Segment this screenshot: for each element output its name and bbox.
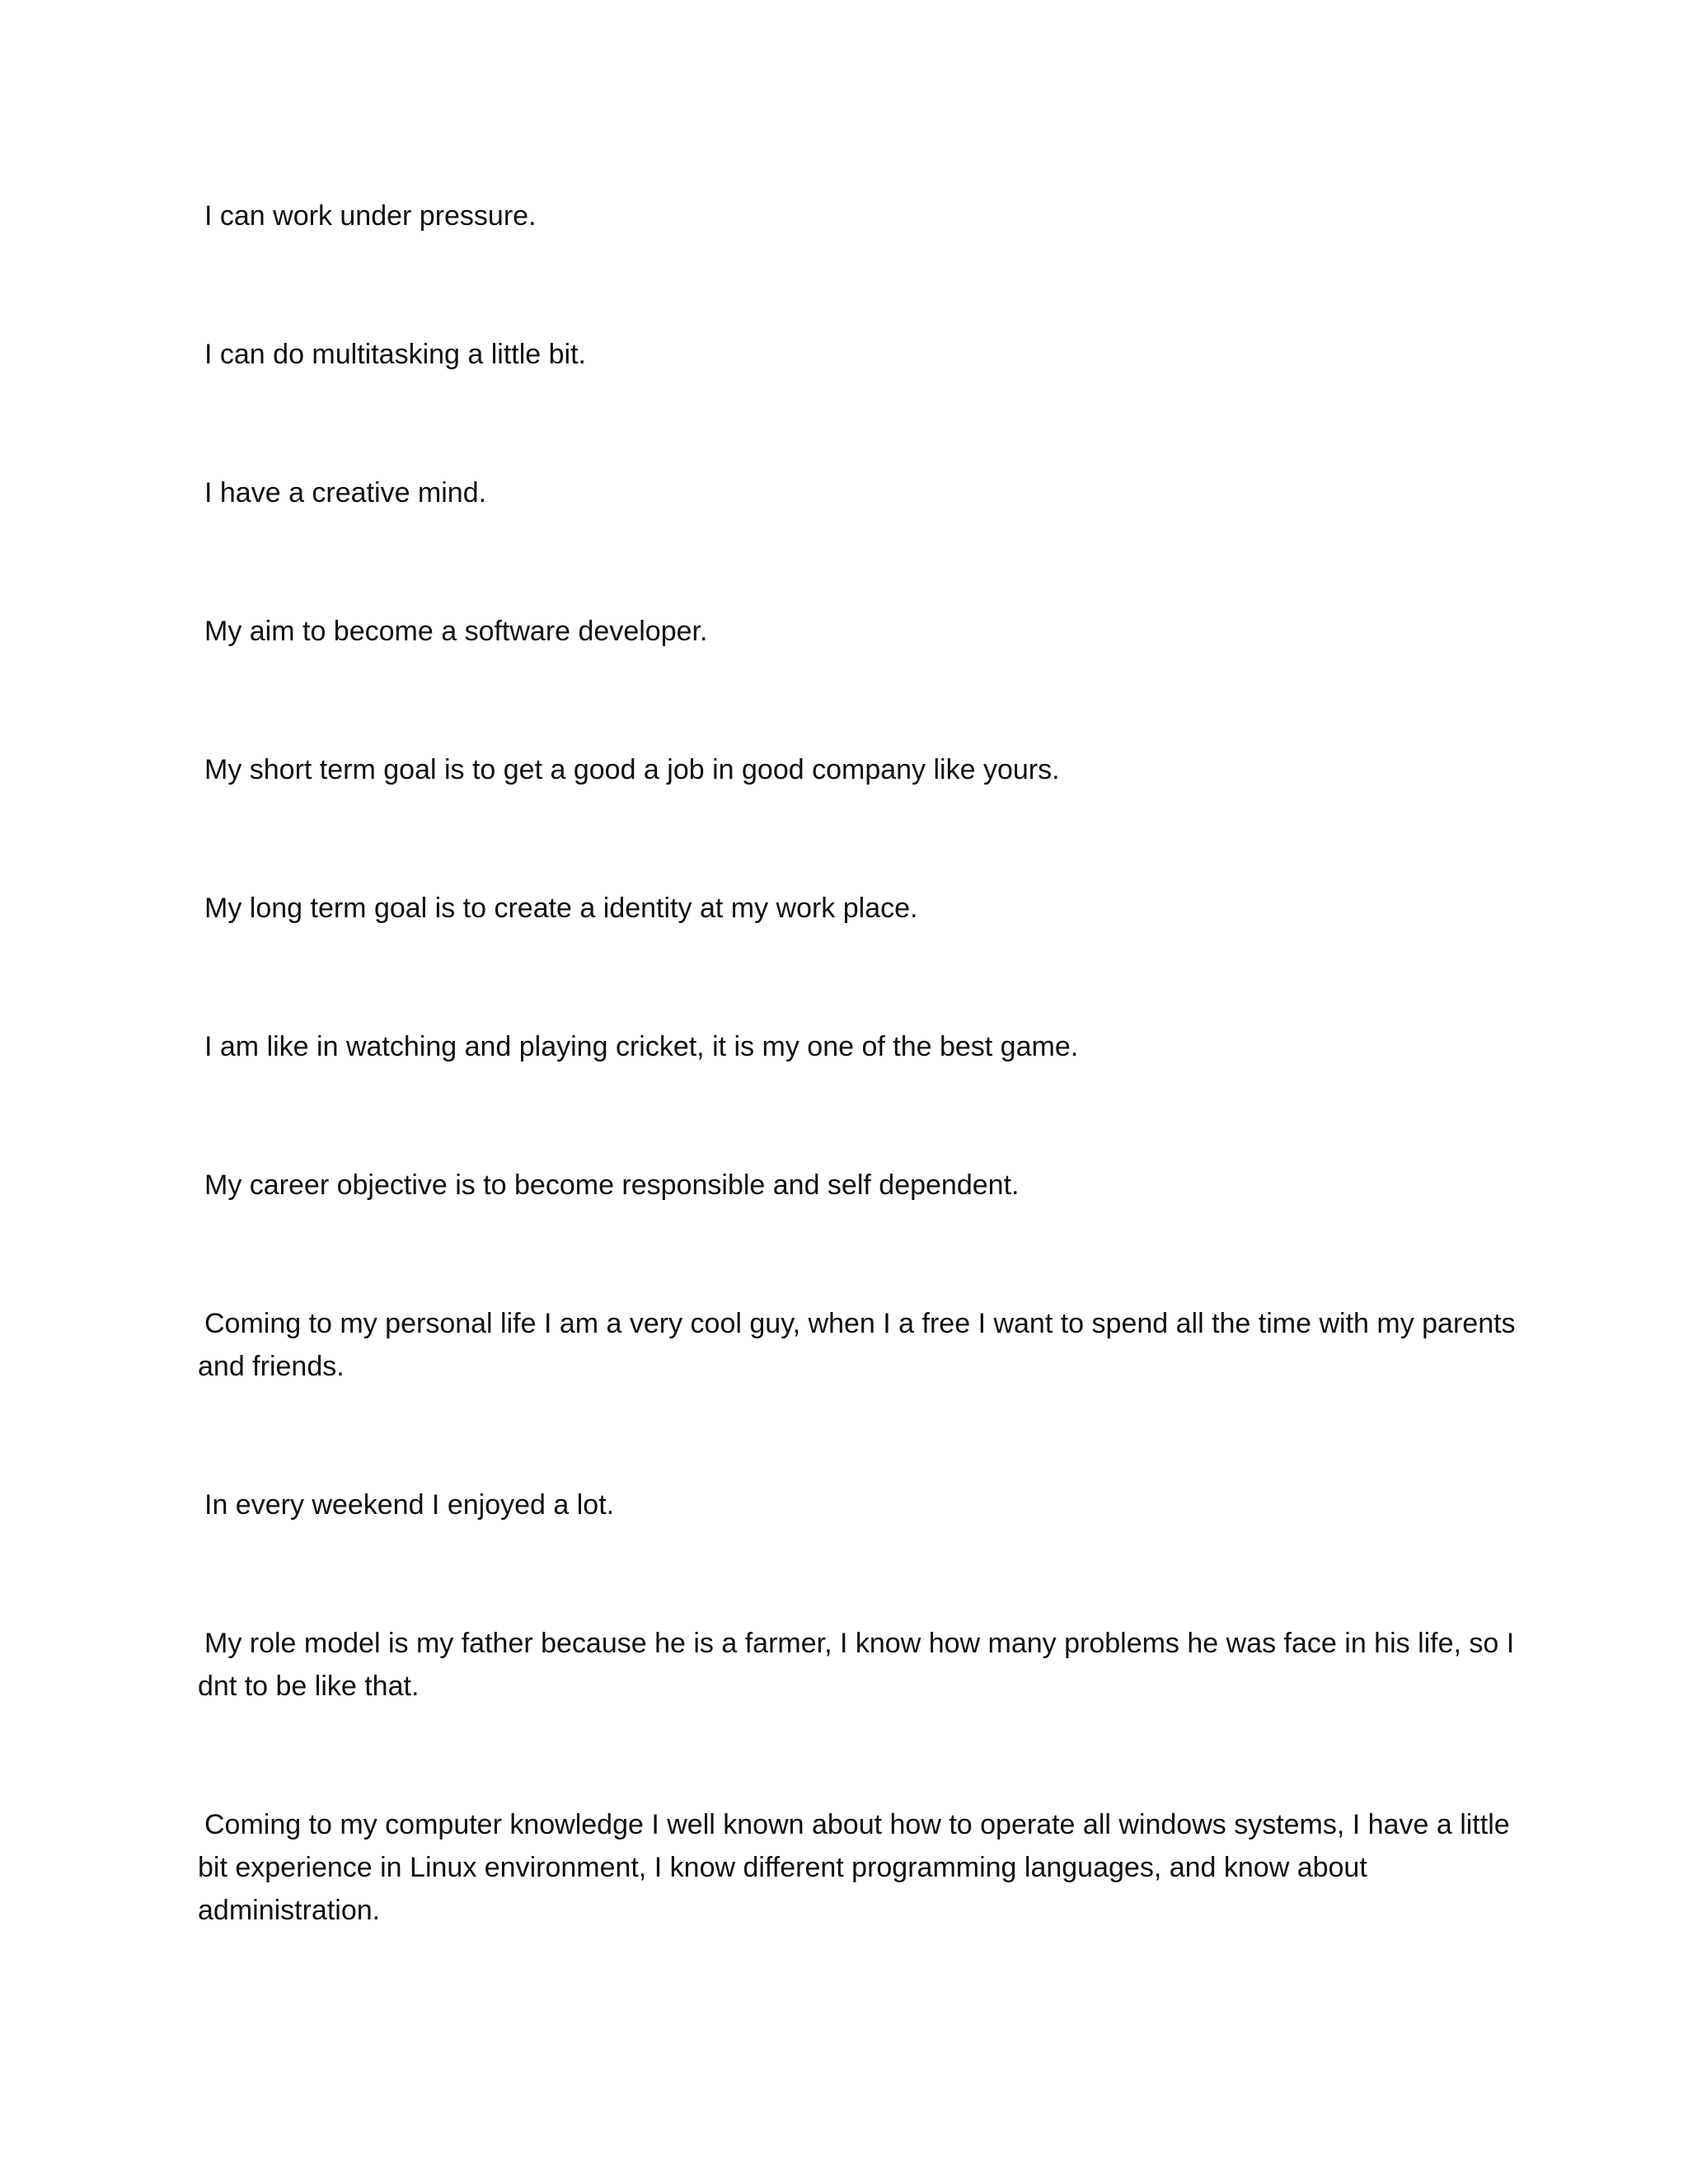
paragraph-career-objective: My career objective is to become responsible and self dependent. <box>204 1169 1020 1201</box>
paragraph-computer-knowledge: Coming to my computer knowledge I well known about how to operate all windows systems, I have a little bit experience in Linux environment, I know different programming languages, and know about administration. <box>198 1809 1510 1926</box>
paragraph-role-model: My role model is my father because he is a farmer, I know how many problems he was face in his life, so I dnt to be like that. <box>198 1628 1515 1702</box>
paragraph-long-term-goal: My long term goal is to create a identity at my work place. <box>204 893 918 924</box>
paragraph-work-under-pressure: I can work under pressure. <box>204 200 537 232</box>
paragraph-creative-mind: I have a creative mind. <box>204 477 487 509</box>
paragraph-short-term-goal: My short term goal is to get a good a job in good company like yours. <box>204 754 1060 785</box>
paragraph-aim: My aim to become a software developer. <box>204 616 708 647</box>
paragraph-personal-life: Coming to my personal life I am a very cool guy, when I a free I want to spend all the time with my parents and friends. <box>198 1308 1516 1382</box>
paragraph-multitasking: I can do multitasking a little bit. <box>204 339 587 370</box>
paragraph-cricket: I am like in watching and playing cricket, it is my one of the best game. <box>204 1031 1079 1062</box>
paragraph-weekend: In every weekend I enjoyed a lot. <box>204 1489 615 1521</box>
